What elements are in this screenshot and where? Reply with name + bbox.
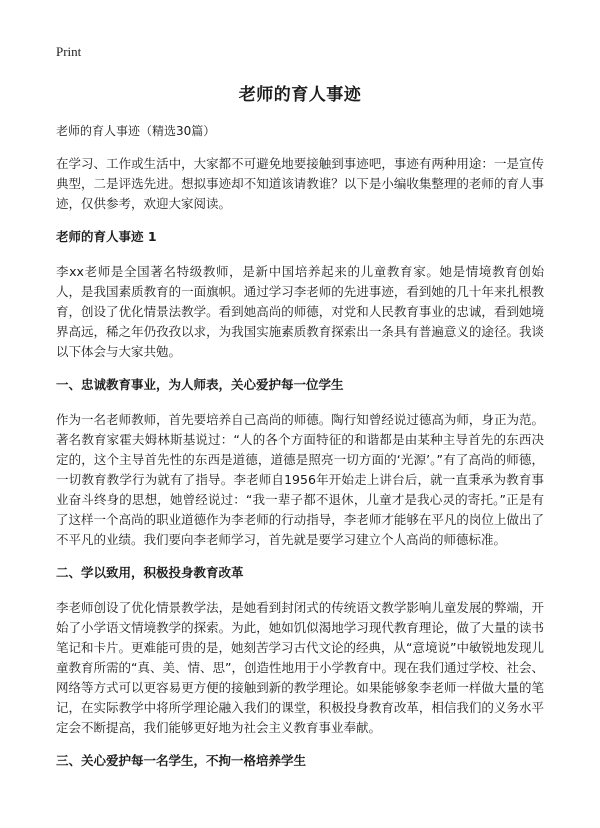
- document-title: 老师的育人事迹: [238, 85, 362, 105]
- section-1-paragraph: 李xx老师是全国著名特级教师，是新中国培养起来的儿童教育家。她是情境教育创始人，是我国素质教育的一面旗帜。通过学习李老师的先进事迹，看到她的几十年来扎根教育，创设了优化情景法教学。看到她高尚的师德，对党和人民教育事业的忠诚，看到她境界高远，稀之年仍孜孜以求，为我国实施素质教育探索出一条具有普遍意义的途径。我谈以下体会与大家共勉。: [56, 264, 544, 359]
- intro-paragraph: 在学习、工作或生活中，大家都不可避免地要接触到事迹吧，事迹有两种用途：一是宣传典型，二是评选先进。想拟事迹却不知道该请教谁？以下是小编收集整理的老师的育人事迹，仅供参考，欢迎大家阅读。: [56, 156, 544, 211]
- document-body: [56, 122, 544, 786]
- subheading-care: 三、关心爱护每一名学生，不拘一格培养学生: [56, 753, 307, 768]
- paragraph-loyalty: 作为一名老师教师，首先要培养自己高尚的师德。陶行知曾经说过德高为师，身正为范。著名教育家霍夫姆林斯基说过：“人的各个方面特征的和谐都是由某种主导首先的东西决定的，这个主导首先性的东西是道德，道德是照亮一切方面的‘光源’。”有了高尚的师德，一切教育教学行为就有了指导。李老师自1956年开始走上讲台后，就一直秉承为教育事业奋斗终身的思想，她曾经说过：“我一辈子都不退休，儿童才是我心灵的寄托。”正是有了这样一个高尚的职业道德作为李老师的行动指导，李老师才能够在平凡的岗位上做出了不平凡的业绩。我们要向李老师学习，首先就是要学习建立个人高尚的师德标准。: [56, 412, 544, 547]
- section-1-heading: 老师的育人事迹 1: [56, 229, 157, 244]
- subheading-loyalty: 一、忠诚教育事业，为人师表，关心爱护每一位学生: [56, 377, 344, 392]
- document-subtitle: 老师的育人事迹（精选30篇）: [56, 124, 216, 138]
- subheading-reform: 二、学以致用，积极投身教育改革: [56, 565, 244, 580]
- paragraph-reform: 李老师创设了优化情景教学法，是她看到封闭式的传统语文教学影响儿童发展的弊端，开始了小学语文情境教学的探索。为此，她如饥似渴地学习现代教育理论，做了大量的读书笔记和卡片。更难能可贵的是，她刻苦学习古代文论的经典，从“意境说”中敏锐地发现儿童教育所需的“真、美、情、思”，创造性地用于小学教育中。现在我们通过学校、社会、网络等方式可以更容易更方便的接触到新的教学理论。如果能够象李老师一样做大量的笔记，在实际教学中将所学理论融入我们的课堂，积极投身教育改革，相信我们的义务水平定会不断提高，我们能够更好地为社会主义教育事业奉献。: [56, 600, 544, 735]
- print-link[interactable]: Print: [56, 44, 82, 59]
